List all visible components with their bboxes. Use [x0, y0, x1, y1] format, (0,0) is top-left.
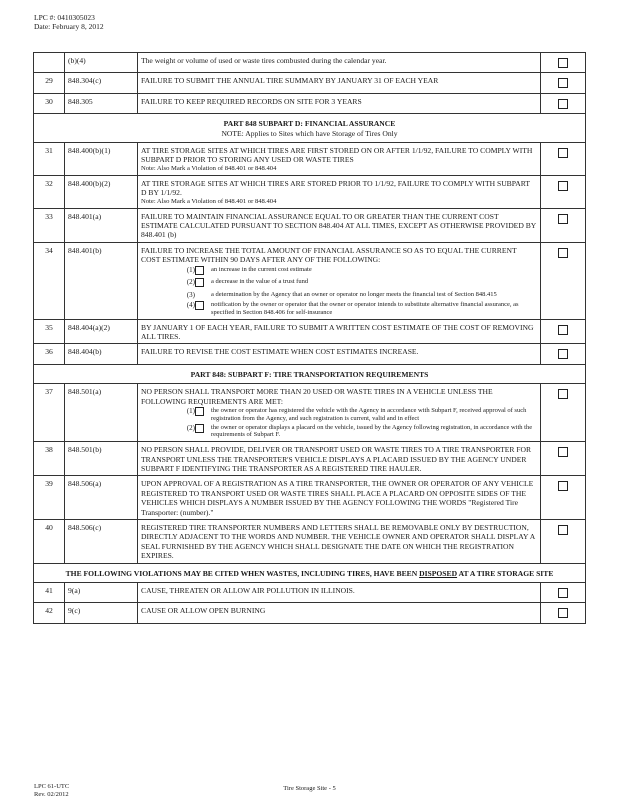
violation-checklist [33, 52, 586, 624]
violation-text: FAILURE TO SUBMIT THE ANNUAL TIRE SUMMARY BY JANUARY 31 OF EACH YEAR [138, 73, 541, 93]
row-number: 38 [34, 442, 65, 476]
regulation-cite: 848.501(b) [65, 442, 138, 476]
violation-text: CAUSE OR ALLOW OPEN BURNING [138, 603, 541, 623]
row-number: 40 [34, 519, 65, 563]
checkbox-icon[interactable] [558, 78, 568, 88]
regulation-cite: 848.506(c) [65, 519, 138, 563]
row-number: 34 [34, 242, 65, 319]
table-row [34, 476, 586, 520]
violation-checkbox[interactable] [541, 442, 586, 476]
condition-item [179, 301, 537, 317]
violation-checkbox[interactable] [541, 93, 586, 113]
row-number: 35 [34, 319, 65, 344]
violation-checkbox[interactable] [541, 583, 586, 603]
condition-checkbox[interactable] [195, 266, 204, 275]
condition-label: (4) [186, 300, 195, 309]
row-number: 32 [34, 175, 65, 208]
table-row [34, 603, 586, 623]
condition-label: (2) [186, 278, 195, 287]
violation-text: NO PERSON SHALL PROVIDE, DELIVER OR TRANSPORT USED OR WASTE TIRES TO A TIRE TRANSPORTER FOR TRANSPORT UNLESS THE TRANSPORTER'S VEHICLE DISPLAYS A PLACARD ISSUED BY THE AGENCY UNDER SUBPART F IDENTIFYING THE TRANSPORTER AS A REGISTERED TIRE HAULER. [138, 442, 541, 476]
lpc-number: LPC #: 0410305023 [34, 13, 95, 22]
table-row [34, 53, 586, 73]
page-number: Tire Storage Site - 5 [283, 785, 336, 792]
checkbox-icon[interactable] [558, 325, 568, 335]
violation-text: FAILURE TO INCREASE THE TOTAL AMOUNT OF FINANCIAL ASSURANCE SO AS TO EQUAL THE CURRENT COST ESTIMATE WITHIN 90 DAYS AFTER ANY OF THE FOLLOWING: [141, 245, 517, 265]
condition-checkbox[interactable] [195, 424, 204, 433]
header-date: Date: February 8, 2012 [34, 22, 104, 31]
form-number: LPC 61-UTC [34, 783, 70, 790]
condition-item [179, 266, 537, 277]
regulation-cite: 9(a) [65, 583, 138, 603]
checkbox-icon[interactable] [558, 99, 568, 109]
condition-text: the owner or operator has registered the vehicle with the Agency in accordance with Subpart F, received approval of such registration from the Agency, and such registration is current, valid and in effect [211, 406, 527, 422]
condition-checkbox[interactable] [195, 407, 204, 416]
table-row [34, 175, 586, 208]
checkbox-icon[interactable] [558, 481, 568, 491]
section-title: PART 848: SUBPART F: TIRE TRANSPORTATION REQUIREMENTS [34, 364, 586, 383]
checkbox-icon[interactable] [558, 349, 568, 359]
violation-text: BY JANUARY 1 OF EACH YEAR, FAILURE TO SUBMIT A WRITTEN COST ESTIMATE OF THE COST OF REMOVING ALL TIRES. [138, 319, 541, 344]
violation-text: AT TIRE STORAGE SITES AT WHICH TIRES ARE STORED PRIOR TO 1/1/92, FAILURE TO COMPLY WITH SUBPART D BY 1/1/92. [141, 178, 530, 198]
condition-text: notification by the owner or operator that the owner or operator intends to substitute alternative financial assurance, as specified in Section 848.406 for self-insurance [211, 300, 519, 316]
checkbox-icon[interactable] [558, 214, 568, 224]
regulation-cite: 848.501(a) [65, 384, 138, 442]
violation-text: REGISTERED TIRE TRANSPORTER NUMBERS AND LETTERS SHALL BE REMOVABLE ONLY BY DESTRUCTION, DIRECTLY ADJACENT TO THE WORDS AND NUMBER. THE VEHICLE OWNER AND OPERATOR SHALL DISPLAY A SEAL FURNISHED BY THE AGENCY WHICH SHALL DESIGNATE THE DATE ON WHICH THE REGISTRATION EXPIRES. [138, 519, 541, 563]
condition-item [179, 278, 537, 289]
table-row [34, 583, 586, 603]
condition-text: a decrease in the value of a trust fund [211, 278, 309, 286]
row-number [34, 53, 65, 73]
violation-text: FAILURE TO KEEP REQUIRED RECORDS ON SITE FOR 3 YEARS [138, 93, 541, 113]
checkbox-icon[interactable] [558, 608, 568, 618]
violation-checkbox[interactable] [541, 143, 586, 176]
section-title-part-b: AT A TIRE STORAGE SITE [458, 568, 554, 578]
section-title-part-a: THE FOLLOWING VIOLATIONS MAY BE CITED WHEN WASTES, INCLUDING TIRES, HAVE BEEN [65, 568, 418, 578]
regulation-cite: 848.400(b)(2) [65, 175, 138, 208]
violation-text: FAILURE TO REVISE THE COST ESTIMATE WHEN COST ESTIMATES INCREASE. [138, 344, 541, 364]
violation-checkbox[interactable] [541, 208, 586, 242]
section-heading-disposal [34, 563, 586, 582]
condition-item [179, 424, 537, 440]
violation-note: Note: Also Mark a Violation of 848.401 or 848.404 [141, 164, 277, 172]
violation-checkbox[interactable] [541, 476, 586, 520]
condition-text: the owner or operator displays a placard on the vehicle, issued by the Agency following registration, in accordance with the requirements of Subpart F. [211, 423, 533, 439]
table-row [34, 143, 586, 176]
violation-checkbox[interactable] [541, 519, 586, 563]
condition-item [179, 407, 537, 423]
row-number: 29 [34, 73, 65, 93]
regulation-cite: 848.401(a) [65, 208, 138, 242]
condition-text: a determination by the Agency that an owner or operator no longer meets the financial test of Section 848.415 [211, 290, 497, 298]
condition-checkbox[interactable] [195, 278, 204, 287]
row-number: 37 [34, 384, 65, 442]
condition-item [179, 291, 537, 300]
form-revision: Rev. 02/2012 [34, 791, 69, 798]
section-title-emphasis: DISPOSED [419, 568, 458, 578]
regulation-cite: 848.305 [65, 93, 138, 113]
regulation-cite: 848.404(a)(2) [65, 319, 138, 344]
checkbox-icon[interactable] [558, 525, 568, 535]
row-number: 39 [34, 476, 65, 520]
regulation-cite: 848.401(b) [65, 242, 138, 319]
checkbox-icon[interactable] [558, 148, 568, 158]
table-row [34, 442, 586, 476]
table-row [34, 319, 586, 344]
violation-text: UPON APPROVAL OF A REGISTRATION AS A TIRE TRANSPORTER, THE OWNER OR OPERATOR OF ANY VEHICLE REGISTERED TO TRANSPORT USED OR WASTE TIRES SHALL PLACE A PLACARD ON OPPOSITE SIDES OF THE VEHICLES WHICH DISPLAYS A NUMBER ISSUED BY THE AGENCY FOLLOWING THE WORDS "Registered Tire Transporter: (number)." [138, 476, 541, 520]
checkbox-icon[interactable] [558, 447, 568, 457]
checkbox-icon[interactable] [558, 58, 568, 68]
checkbox-icon[interactable] [558, 389, 568, 399]
checkbox-icon[interactable] [558, 588, 568, 598]
regulation-cite: (b)(4) [65, 53, 138, 73]
row-number: 31 [34, 143, 65, 176]
checkbox-icon[interactable] [558, 248, 568, 258]
condition-checkbox[interactable] [195, 301, 204, 310]
condition-label: (2) [186, 423, 195, 432]
violation-checkbox[interactable] [541, 242, 586, 319]
violation-text: FAILURE TO MAINTAIN FINANCIAL ASSURANCE EQUAL TO OR GREATER THAN THE CURRENT COST ESTIMATE CALCULATED PURSUANT TO SECTION 848.404 AT ALL TIMES, EXCEPT AS OTHERWISE PROVIDED BY 848.401 (b) [138, 208, 541, 242]
section-title: PART 848 SUBPART D: FINANCIAL ASSURANCE [223, 119, 396, 129]
violation-checkbox[interactable] [541, 175, 586, 208]
regulation-cite: 848.304(c) [65, 73, 138, 93]
row-number: 30 [34, 93, 65, 113]
section-heading-financial-assurance [34, 114, 586, 143]
violation-text: NO PERSON SHALL TRANSPORT MORE THAN 20 USED OR WASTE TIRES IN A VEHICLE UNLESS THE FOLLOWING REQUIREMENTS ARE MET: [141, 387, 493, 406]
condition-label: (3) [186, 290, 195, 299]
table-row [34, 208, 586, 242]
checkbox-icon[interactable] [558, 181, 568, 191]
table-row [34, 519, 586, 563]
row-number: 33 [34, 208, 65, 242]
condition-text: an increase in the current cost estimate [211, 265, 312, 273]
row-number: 36 [34, 344, 65, 364]
violation-checkbox[interactable] [541, 73, 586, 93]
row-number: 42 [34, 603, 65, 623]
violation-note: Note: Also Mark a Violation of 848.401 or 848.404 [141, 197, 277, 205]
violation-checkbox[interactable] [541, 344, 586, 364]
violation-text: CAUSE, THREATEN OR ALLOW AIR POLLUTION IN ILLINOIS. [138, 583, 541, 603]
page-header [34, 13, 104, 31]
section-heading-tire-transportation [34, 364, 586, 383]
table-row [34, 242, 586, 319]
violation-text: AT TIRE STORAGE SITES AT WHICH TIRES ARE FIRST STORED ON OR AFTER 1/1/92, FAILURE TO COMPLY WITH SUBPART D PRIOR TO STORING ANY USED OR WASTE TIRES [141, 146, 533, 165]
table-row [34, 384, 586, 442]
table-row [34, 73, 586, 93]
violation-checkbox[interactable] [541, 603, 586, 623]
regulation-cite: 9(c) [65, 603, 138, 623]
condition-label: (1) [186, 406, 195, 415]
table-row [34, 93, 586, 113]
violation-checkbox[interactable] [541, 384, 586, 442]
violation-checkbox[interactable] [541, 53, 586, 73]
violation-checkbox[interactable] [541, 319, 586, 344]
table-row [34, 344, 586, 364]
violation-text: The weight or volume of used or waste tires combusted during the calendar year. [138, 53, 541, 73]
regulation-cite: 848.400(b)(1) [65, 143, 138, 176]
row-number: 41 [34, 583, 65, 603]
condition-label: (1) [186, 265, 195, 274]
regulation-cite: 848.404(b) [65, 344, 138, 364]
regulation-cite: 848.506(a) [65, 476, 138, 520]
section-note: NOTE: Applies to Sites which have Storage of Tires Only [221, 128, 398, 138]
